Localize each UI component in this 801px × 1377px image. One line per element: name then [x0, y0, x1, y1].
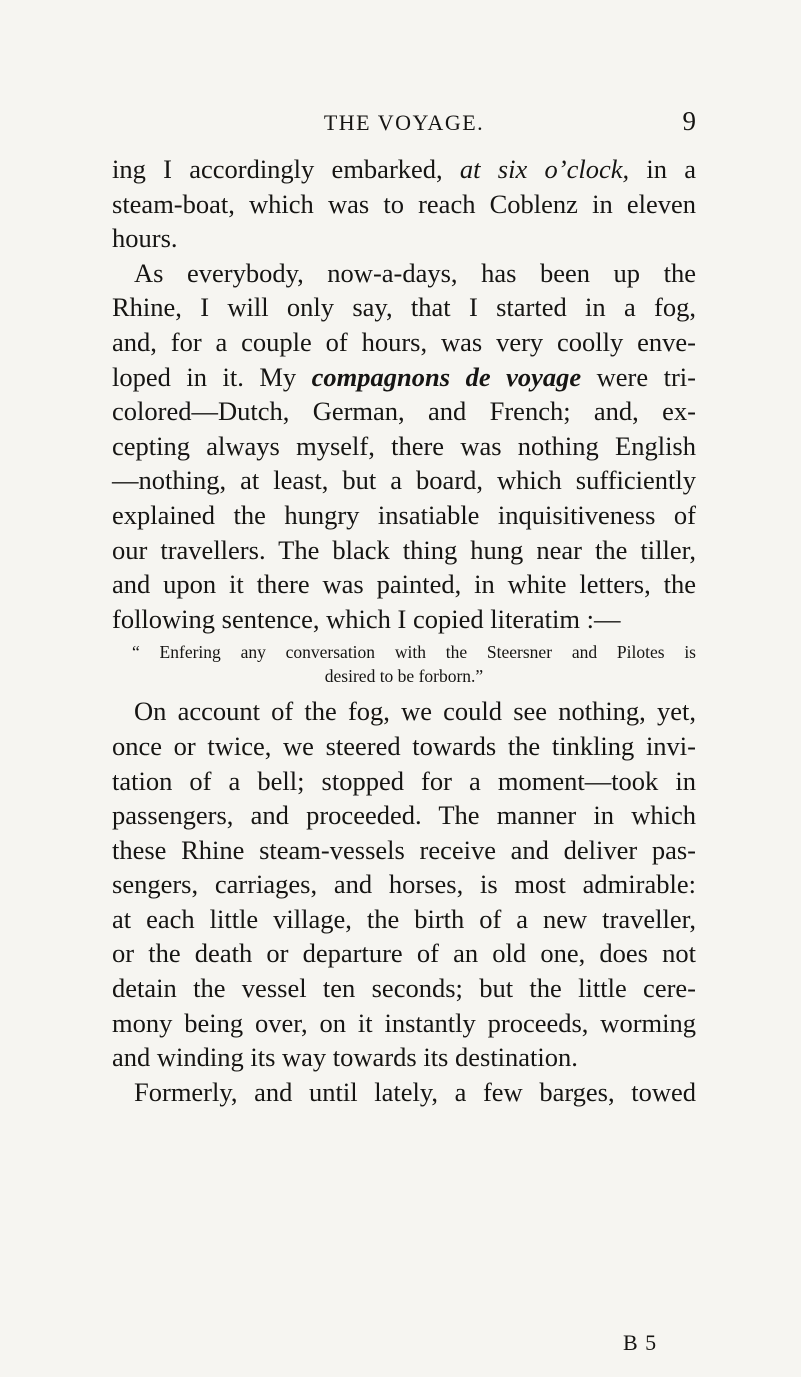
text-line: On account of the fog, we could see nothing, yet, — [134, 696, 696, 727]
italic-phrase: at six o’clock, — [459, 154, 630, 184]
text-segment: loped in it. My — [112, 361, 297, 392]
signature-mark: B 5 — [623, 1330, 658, 1355]
body-text — [112, 152, 696, 1109]
notice-line: desired to be forborn.” — [324, 666, 484, 687]
text-line: our travellers. The black thing hung near the tiller, — [112, 534, 696, 565]
text-line: once or twice, we steered towards the tinkling invi- — [112, 730, 696, 761]
text-line: cepting always myself, there was nothing English — [112, 430, 696, 461]
text-line — [112, 360, 696, 395]
text-line: hours. — [112, 223, 178, 254]
text-line: tation of a bell; stopped for a moment—took in — [112, 765, 696, 796]
italic-phrase: compagnons de voyage — [311, 361, 582, 392]
text-line: —nothing, at least, but a board, which sufficiently — [112, 465, 696, 496]
running-head — [112, 106, 696, 140]
page-number: 9 — [682, 106, 696, 136]
text-segment: were tri- — [596, 361, 696, 392]
text-line: Rhine, I will only say, that I started in a fog, — [112, 292, 696, 323]
text-line: passengers, and proceeded. The manner in which — [112, 800, 696, 831]
text-line: detain the vessel ten seconds; but the little cere- — [112, 973, 696, 1004]
text-line: explained the hungry insatiable inquisitiveness of — [112, 499, 696, 530]
text-line: and, for a couple of hours, was very coolly enve- — [112, 326, 696, 357]
text-line: and upon it there was painted, in white letters, the — [112, 569, 696, 600]
text-line: mony being over, on it instantly proceeds, worming — [112, 1007, 696, 1038]
text-line: sengers, carriages, and horses, is most admirable: — [112, 869, 696, 900]
text-line: Formerly, and until lately, a few barges, towed — [134, 1076, 696, 1107]
text-line: and winding its way towards its destination. — [112, 1042, 578, 1073]
notice-line: “ Enfering any conversation with the Steersner and Pilotes is — [132, 642, 696, 663]
running-title: THE VOYAGE. — [323, 110, 485, 135]
text-line: following sentence, which I copied literatim :— — [112, 603, 621, 634]
text-line: steam-boat, which was to reach Coblenz in eleven — [112, 188, 696, 219]
text-line: or the death or departure of an old one, does not — [112, 938, 696, 969]
text-line: As everybody, now-a-days, has been up the — [134, 257, 696, 288]
text-segment: in a — [646, 154, 696, 184]
text-line — [112, 152, 696, 187]
text-line: colored—Dutch, German, and French; and, ex- — [112, 396, 696, 427]
quoted-notice — [112, 640, 696, 688]
text-segment: ing I accordingly embarked, — [112, 154, 443, 184]
text-line: these Rhine steam-vessels receive and deliver pas- — [112, 834, 696, 865]
text-line: at each little village, the birth of a new traveller, — [112, 903, 696, 934]
